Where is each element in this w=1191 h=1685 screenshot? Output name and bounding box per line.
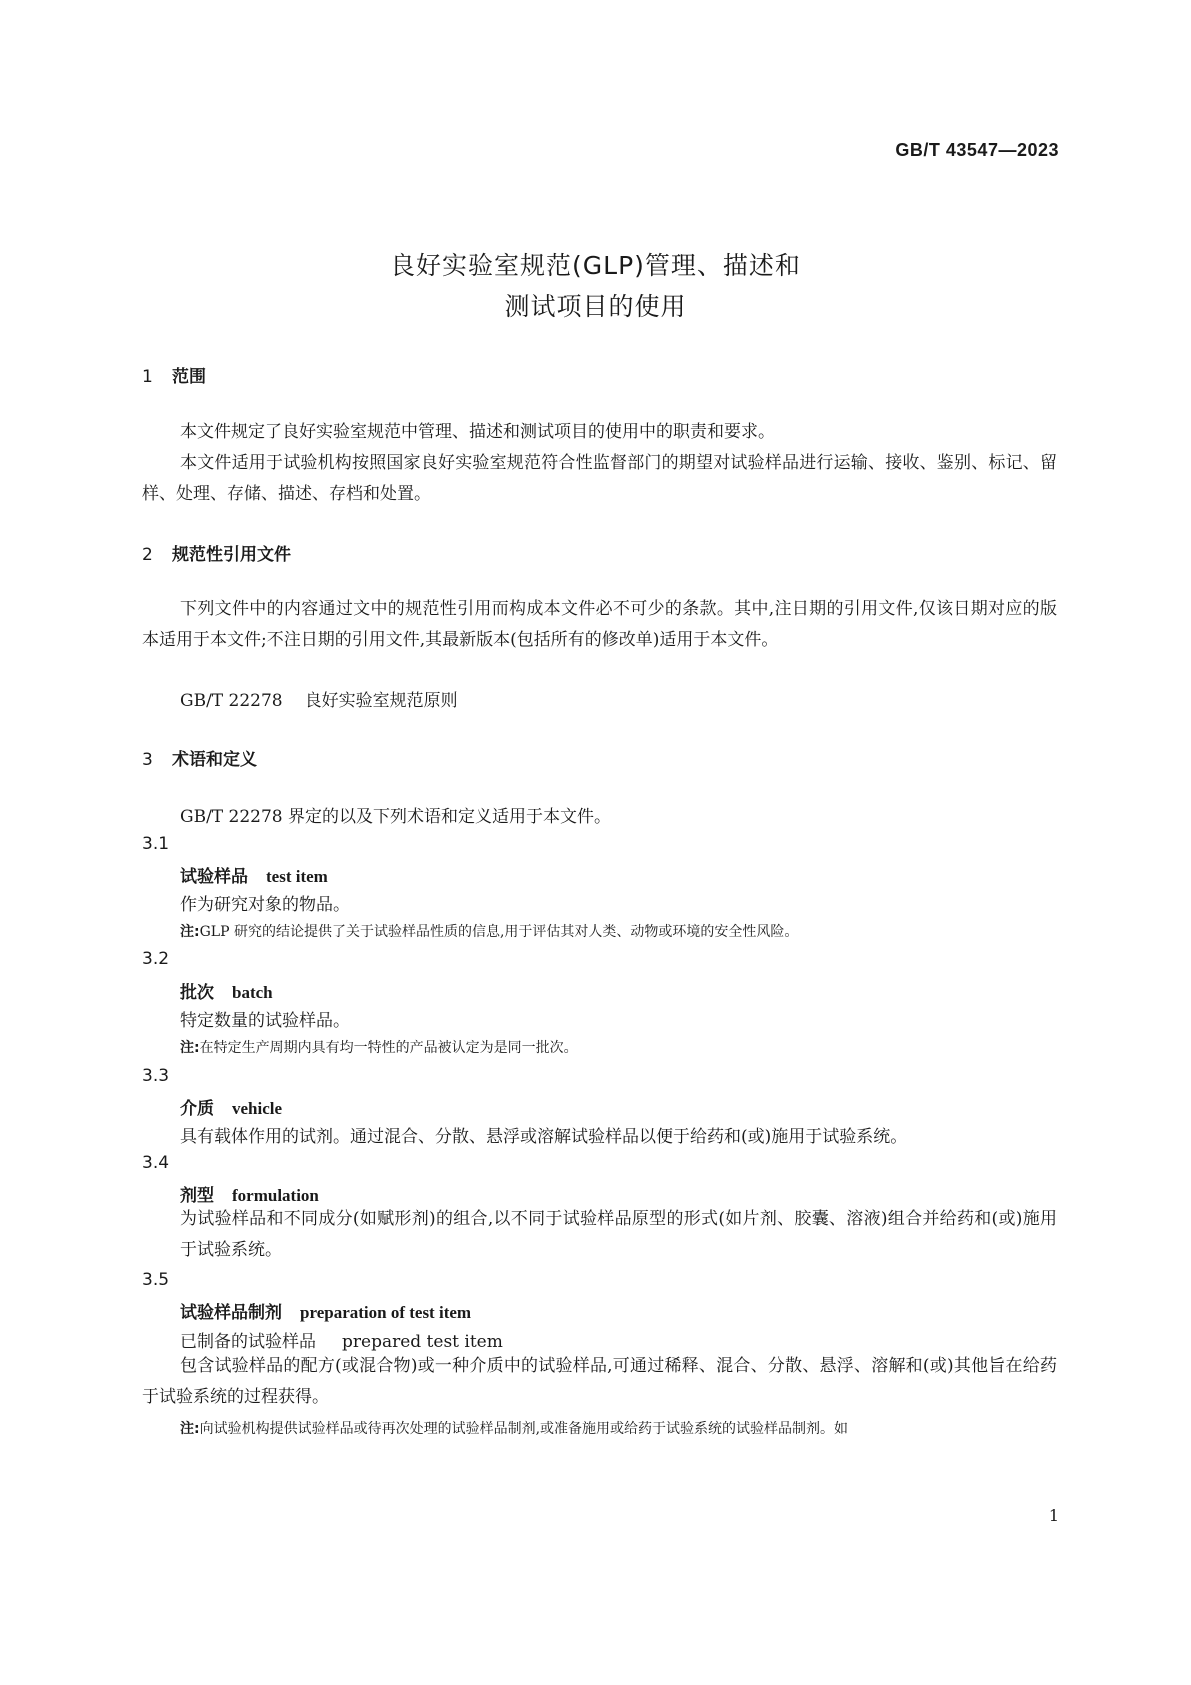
section-2-paragraph-1: 下列文件中的内容通过文中的规范性引用而构成本文件必不可少的条款。其中,注日期的引用文件,仅该日期对应的版本适用于本文件;不注日期的引用文件,其最新版本(包括所有的修改单)适用于本文件。	[142, 599, 1057, 650]
section-1-paragraph-1: 本文件规定了良好实验室规范中管理、描述和测试项目的使用中的职责和要求。	[180, 422, 775, 442]
section-number: 1	[142, 367, 153, 387]
note-text: 在特定生产周期内具有均一特性的产品被认定为是同一批次。	[199, 1040, 578, 1056]
note-label: 注:	[180, 1421, 200, 1437]
term-3-2-definition: 特定数量的试验样品。	[180, 1011, 350, 1031]
term-number-3-1: 3.1	[142, 834, 170, 854]
term-3-1-definition: 作为研究对象的物品。	[180, 895, 350, 915]
term-3-3-definition: 具有载体作用的试剂。通过混合、分散、悬浮或溶解试验样品以便于给药和(或)施用于试验系统。	[180, 1127, 908, 1147]
term-3-5	[180, 1298, 471, 1323]
section-3-heading	[142, 745, 257, 770]
section-3-intro: GB/T 22278 界定的以及下列术语和定义适用于本文件。	[180, 807, 612, 827]
section-2-heading	[142, 540, 291, 565]
term-number-3-5: 3.5	[142, 1270, 170, 1290]
section-title: 规范性引用文件	[172, 545, 291, 565]
admitted-term-zh: 已制备的试验样品	[180, 1332, 316, 1352]
term-zh: 剂型	[180, 1186, 214, 1206]
term-number-3-4: 3.4	[142, 1153, 170, 1173]
term-en: formulation	[232, 1186, 319, 1205]
term-3-4	[180, 1181, 319, 1206]
document-title-line-2: 测试项目的使用	[504, 292, 687, 321]
term-number-3-3: 3.3	[142, 1066, 170, 1086]
section-1-paragraph-2: 本文件适用于试验机构按照国家良好实验室规范符合性监督部门的期望对试验样品进行运输、接收、鉴别、标记、留样、处理、存储、描述、存档和处置。	[142, 453, 1057, 504]
note-text: GLP 研究的结论提供了关于试验样品性质的信息,用于评估其对人类、动物或环境的安全性风险。	[199, 924, 799, 940]
term-en: test item	[266, 867, 328, 886]
normative-reference	[180, 686, 458, 711]
term-3-1	[180, 862, 328, 887]
term-3-4-definition: 为试验样品和不同成分(如赋形剂)的组合,以不同于试验样品原型的形式(如片剂、胶囊、溶液)组合并给药和(或)施用于试验系统。	[180, 1209, 1057, 1260]
term-en: preparation of test item	[300, 1303, 472, 1322]
term-3-3	[180, 1094, 282, 1119]
reference-title: 良好实验室规范原则	[304, 691, 458, 711]
document-code: GB/T 43547—2023	[895, 140, 1059, 160]
section-number: 3	[142, 750, 153, 770]
page-number: 1	[1048, 1506, 1059, 1525]
note-label: 注:	[180, 924, 200, 940]
term-3-5-admitted-term	[180, 1327, 503, 1352]
term-en: vehicle	[232, 1099, 283, 1118]
term-zh: 介质	[180, 1099, 214, 1119]
section-1-heading	[142, 362, 206, 387]
term-number-3-2: 3.2	[142, 949, 170, 969]
term-en: batch	[232, 983, 273, 1002]
term-zh: 批次	[180, 983, 214, 1003]
note-text: 向试验机构提供试验样品或待再次处理的试验样品制剂,或准备施用或给药于试验系统的试验样品制剂。如	[199, 1421, 849, 1437]
section-number: 2	[142, 545, 153, 565]
term-3-2-note	[180, 1037, 578, 1057]
term-zh: 试验样品	[180, 867, 248, 887]
term-3-1-note	[180, 921, 798, 941]
document-title-line-1: 良好实验室规范(GLP)管理、描述和	[390, 251, 801, 280]
term-3-5-definition: 包含试验样品的配方(或混合物)或一种介质中的试验样品,可通过稀释、混合、分散、悬浮、溶解和(或)其他旨在给药于试验系统的过程获得。	[142, 1356, 1057, 1407]
term-3-5-note	[180, 1418, 848, 1438]
admitted-term-en: prepared test item	[342, 1332, 503, 1352]
term-zh: 试验样品制剂	[180, 1303, 282, 1323]
section-title: 范围	[172, 367, 206, 387]
note-label: 注:	[180, 1040, 200, 1056]
reference-code: GB/T 22278	[180, 691, 283, 711]
term-3-2	[180, 978, 273, 1003]
section-title: 术语和定义	[172, 750, 257, 770]
